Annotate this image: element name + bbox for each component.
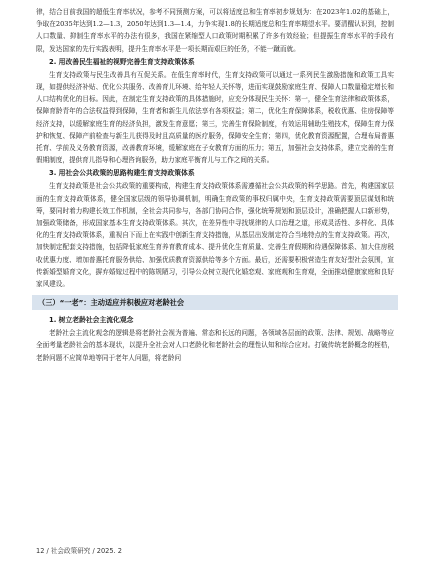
article-body — [36, 6, 394, 364]
paragraph: 生育支持政策与民生改善具有互促关系。在低生育率时代，生育支持政策可以通过一系列民生激励措施和政策工具实现，如提供经济补贴、优化公共服务、改善育儿环境、给年轻人关怀等，进而实现鼓励家庭生育、保障人口数量稳定增长和人口结构优化的目标。因此，在制定生育支持政策的具体措施时，应充分体现民生关怀：第一，健全生育法律和政策体系，保障育龄青年的合法权益得到保障，生育者和新生儿依法享有各项权益；第二，优化生育保障体系，税收优惠、住房保障等经济支持，以缓解家庭生育的经济负担，激发生育意愿；第三，完善生育保险制度，有效运用辅助生殖技术，保障生育力保护和恢复、保障产前检查与新生儿获得及时且高质量的医疗服务，保障安全生育；第四，优化教育资源配置，合理布局普惠托育、学前及义务教育资源，改善教育环境，缓解家庭在子女教育方面的压力；第五，加强社会支持体系，建立完善的生育假期制度，提供育儿指导和心理咨询服务，助力家庭平衡育儿与工作之间的关系。 — [36, 70, 394, 165]
paragraph: 生育支持政策是社会公共政策的重要构成，构建生育支持政策体系需遵循社会公共政策的科学思路。首先，构建国家层面的生育支持政策体系，健全国家层级的领导协调机制，明确生育政策的事权归属中央，生育支持政策需要顶层谋划和统筹，要同时着力构建长效工作机制，全社会共同参与，各部门协同合作，强化统筹规划和顶层设计，准确把握人口新形势，加强政策储备，形成国家基本生育支持政策体系。其次，在差异性中寻找规律的人口治理之道，形成灵活性、多样化、具体化的生育支持政策体系，重视自下而上在实践中创新生育支持措施，从基层出发制定符合当地特点的生育支持政策。再次，加快制定配套支持措施，包括降低家庭生育养育教育成本、提升优化生育质量、完善生育假期和待遇保障体系、加大住房税收优惠力度、增加普惠托育服务供给、加强优质教育资源供给等多个方面。最后，还需要积极营造生育友好型社会氛围，宣传新婚型婚育文化，摒弃婚嫁过程中的陈规陋习，引导公众树立现代化婚恋观、家庭观和生育观，全面推动健康家庭和良好家风建设。 — [36, 182, 394, 289]
subsection-heading: 3. 用社会公共政策的思路构建生育支持政策体系 — [49, 169, 195, 178]
paragraph: 老龄社会主流化观念的逻辑是将老龄社会视为普遍、常态和长远的问题，各领域各层面的政策、法律、规划、战略等应全面考量老龄社会的基本现状，以提升全社会对人口老龄化和老龄社会的理性认知和综合应对。打破传统老龄概念的桎梏，老龄问题不应简单地等同于老年人问题，将老龄问 — [36, 329, 394, 362]
page-footer: 12 / 社会政策研究 / 2025. 2 — [36, 547, 122, 555]
section-heading-bar — [32, 295, 398, 310]
subsection-heading: 2. 用改善民生福祉的视野完善生育支持政策体系 — [49, 57, 195, 66]
subsection-heading: 1. 树立老龄社会主流化观念 — [49, 316, 134, 325]
paragraph: 律，结合目前我国的超低生育率状况，参考不同预测方案，可以将适度总和生育率初步规划为：在2023年1.02的基础上，争取在2035年达到1.2—1.3，2050年达到1.3—1.4，力争实现1.8的长期适度总和生育率期望水平。要清醒认识到，控制人口数量、抑制生育率水平的办法有很多，我国在紧缩型人口政策时期积累了许多有效经验；但提振生育率水平的手段有限，发达国家的先行实践表明，提升生育率水平是一项长期而艰巨的任务，不能一蹴而就。 — [36, 8, 394, 53]
section-heading: （三）“一老”：主动适应并积极应对老龄社会 — [38, 297, 185, 307]
